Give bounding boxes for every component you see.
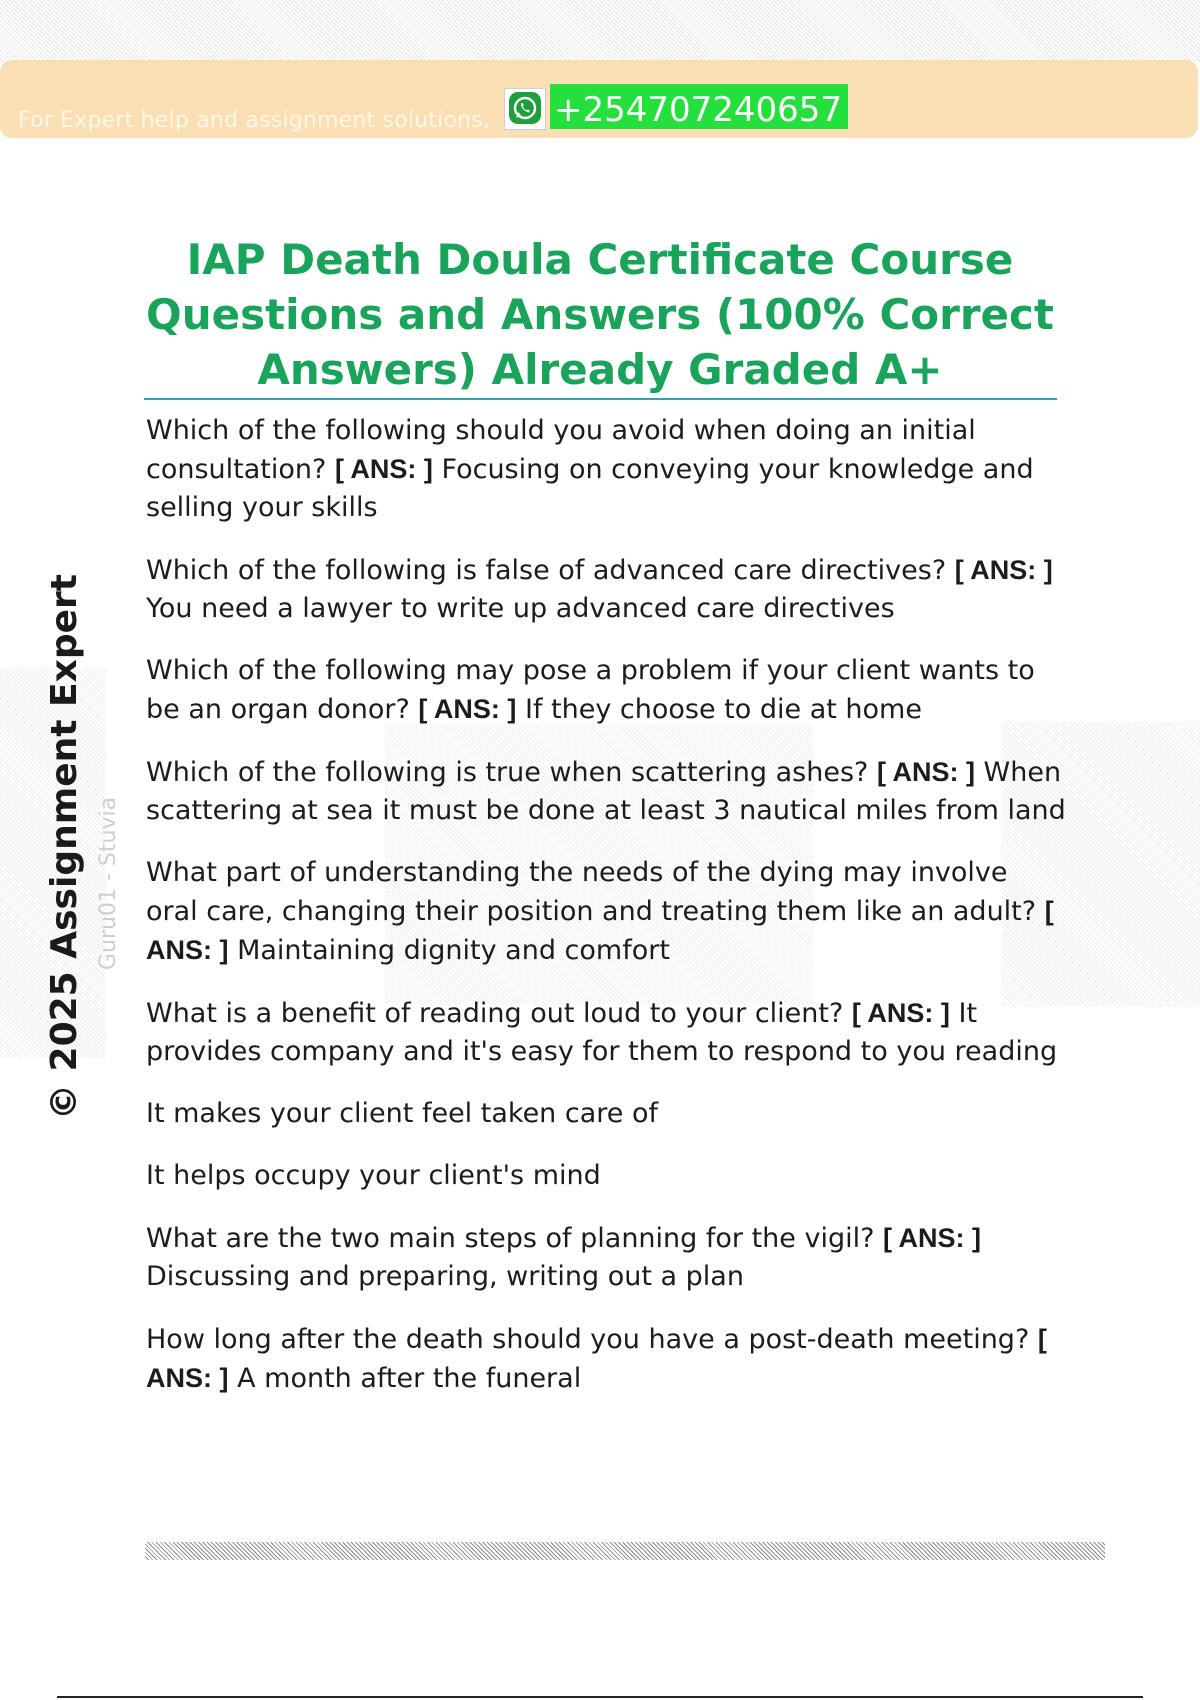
- answer-marker: [ ANS: ]: [883, 1223, 982, 1253]
- qa-item: [146, 551, 1066, 628]
- qa-item: [146, 854, 1066, 970]
- document-title: IAP Death Doula Certificate Course Questions and Answers (100% Correct Answers) Already Graded A+: [145, 235, 1055, 394]
- answer-text: A month after the funeral: [237, 1363, 582, 1394]
- qa-item: [146, 412, 1066, 527]
- top-hatch-decoration: [0, 0, 1200, 62]
- answer-text: You need a lawyer to write up advanced care directives: [146, 593, 895, 624]
- answer-marker: [ ANS: ]: [334, 454, 433, 484]
- answer-option-text: It makes your client feel taken care of: [146, 1098, 658, 1129]
- phone-number-link[interactable]: +254707240657: [550, 84, 848, 129]
- bottom-hatch-decoration: [145, 1542, 1105, 1560]
- footer-divider: [57, 1696, 1143, 1698]
- question-text: Which of the following is true when scattering ashes?: [146, 757, 869, 788]
- question-text: What is a benefit of reading out loud to your client?: [146, 998, 844, 1029]
- answer-text: It provides company and it's easy for them to respond to you reading: [146, 998, 1058, 1067]
- question-text: What are the two main steps of planning for the vigil?: [146, 1223, 875, 1254]
- question-text: Which of the following may pose a problem if your client wants to be an organ donor?: [146, 655, 1035, 725]
- answer-text: When scattering at sea it must be done at least 3 nautical miles from land: [146, 757, 1066, 826]
- qa-item: [146, 1219, 1066, 1296]
- qa-item: [146, 652, 1066, 729]
- answer-marker: [ ANS: ]: [146, 1324, 1047, 1393]
- answer-text: Maintaining dignity and comfort: [237, 935, 670, 966]
- answer-marker: [ ANS: ]: [146, 896, 1054, 965]
- answer-text: Focusing on conveying your knowledge and selling your skills: [146, 454, 1034, 523]
- copyright-vertical-text: © 2025 Assignment Expert: [44, 574, 85, 1120]
- qa-list: [146, 412, 1066, 1422]
- answer-marker: [ ANS: ]: [418, 694, 517, 724]
- answer-marker: [ ANS: ]: [851, 998, 950, 1028]
- answer-text: Discussing and preparing, writing out a plan: [146, 1261, 744, 1292]
- question-text: Which of the following should you avoid when doing an initial consultation?: [146, 415, 976, 485]
- qa-item: [146, 1320, 1066, 1398]
- answer-option-text: It helps occupy your client's mind: [146, 1160, 601, 1191]
- title-divider: [144, 398, 1057, 400]
- question-text: Which of the following is false of advanced care directives?: [146, 555, 947, 586]
- qa-item: [146, 994, 1066, 1071]
- answer-marker: [ ANS: ]: [876, 757, 975, 787]
- promo-text: For Expert help and assignment solutions,: [18, 108, 491, 133]
- question-text: How long after the death should you have a post-death meeting?: [146, 1324, 1030, 1355]
- answer-marker: [ ANS: ]: [954, 555, 1053, 585]
- answer-text: If they choose to die at home: [525, 694, 922, 725]
- question-text: What part of understanding the needs of the dying may involve oral care, changing their position and treating them like an adult?: [146, 857, 1037, 927]
- whatsapp-icon[interactable]: [504, 88, 546, 130]
- qa-item: [146, 753, 1066, 830]
- ghost-watermark-text: Guru01 - Stuvia: [96, 796, 121, 970]
